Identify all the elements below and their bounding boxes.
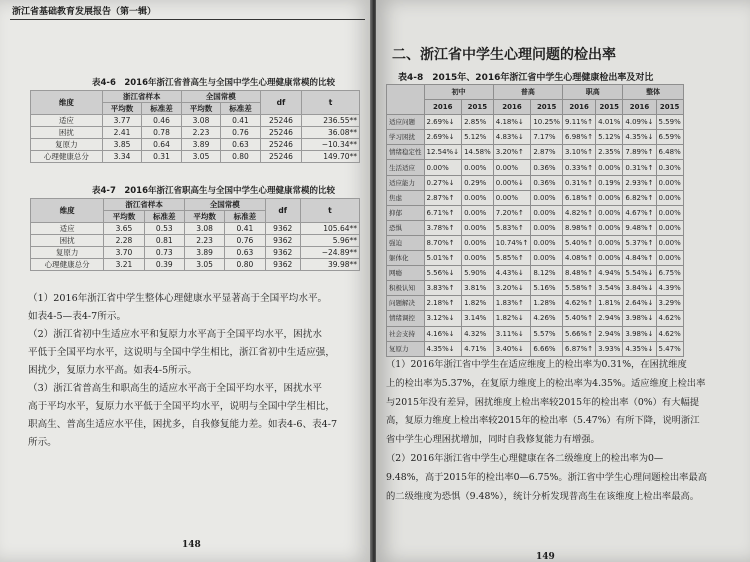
- table-cell: 3.10%↑: [563, 145, 596, 160]
- table-cell: 0.76: [221, 127, 260, 139]
- table-cell: 3.93%: [596, 341, 623, 356]
- year-header-row: [387, 100, 684, 115]
- table-cell: 1.28%: [531, 296, 563, 311]
- table-cell: 0.00%: [656, 220, 683, 235]
- table-row: [387, 220, 684, 235]
- table-4-7-body: [31, 223, 360, 271]
- row-label: 困扰: [31, 127, 103, 139]
- table-cell: 4.62%: [656, 326, 683, 341]
- table-cell: 8.98%↑: [563, 220, 596, 235]
- table-cell: 5.96**: [300, 235, 359, 247]
- table-cell: 0.41: [221, 115, 260, 127]
- table-cell: 2.85%: [462, 115, 494, 130]
- table-cell: 0.80: [225, 259, 265, 271]
- page-number: 148: [182, 540, 201, 550]
- running-header: 浙江省基础教育发展报告（第一辑）: [12, 7, 157, 17]
- row-label: 学习困扰: [387, 130, 425, 145]
- table-cell: 3.84%↓: [623, 281, 656, 296]
- table-row: [387, 205, 684, 220]
- row-label: 适应问题: [387, 115, 425, 130]
- table-cell: 2.87%: [531, 145, 563, 160]
- table-cell: 25246: [260, 127, 301, 139]
- paragraph-line: 高于平均水平，复原力水平低于全国平均水平，说明与全国中学生相比，: [28, 401, 335, 412]
- table-row: [31, 151, 360, 163]
- table-cell: 4.94%: [596, 266, 623, 281]
- table-cell: 5.12%: [462, 130, 494, 145]
- table-cell: 5.40%↑: [563, 311, 596, 326]
- row-label: 复原力: [31, 139, 103, 151]
- year-header: 2015: [462, 100, 494, 115]
- table-cell: 105.64**: [300, 223, 359, 235]
- table-cell: 3.83%↑: [424, 281, 462, 296]
- paragraph-line: 平低于全国平均水平，这说明与全国中学生相比，浙江省初中生适应强，: [28, 347, 335, 358]
- table-cell: 6.98%↑: [563, 130, 596, 145]
- table-4-7-caption: 表4-7 2016年浙江省职高生与全国中学生心理健康常模的比较: [92, 186, 336, 196]
- table-cell: 0.33%↑: [563, 160, 596, 175]
- table-cell: 0.00%: [462, 205, 494, 220]
- table-cell: 5.59%: [656, 115, 683, 130]
- table-cell: 4.09%↓: [623, 115, 656, 130]
- group-header: 整体: [623, 85, 683, 100]
- table-4-8-caption: 表4-8 2015年、2016年浙江省中学生心理健康检出率及对比: [398, 73, 654, 83]
- row-label: 积极认知: [387, 281, 425, 296]
- row-label: 情绪稳定性: [387, 145, 425, 160]
- table-cell: 3.34: [102, 151, 141, 163]
- table-cell: 0.00%: [462, 235, 494, 250]
- row-label: 心理健康总分: [31, 259, 104, 271]
- table-cell: 9362: [265, 247, 300, 259]
- table-cell: 4.62%: [656, 311, 683, 326]
- table-cell: 8.70%↑: [424, 235, 462, 250]
- paragraph-line: 如表4-5—表4-7所示。: [28, 311, 127, 322]
- table-cell: 4.35%↓: [623, 341, 656, 356]
- table-row: [31, 247, 360, 259]
- group-header: 初中: [424, 85, 493, 100]
- table-cell: 6.18%↑: [563, 190, 596, 205]
- table-cell: 2.69%↓: [424, 115, 462, 130]
- table-cell: 0.73: [144, 247, 184, 259]
- table-cell: 25246: [260, 115, 301, 127]
- year-header: 2016: [563, 100, 596, 115]
- table-cell: 7.20%↑: [493, 205, 531, 220]
- table-4-7: [30, 198, 360, 271]
- row-label: 恐惧: [387, 220, 425, 235]
- table-cell: 10.74%↑: [493, 235, 531, 250]
- year-header: 2016: [623, 100, 656, 115]
- table-cell: 3.77: [102, 115, 141, 127]
- table-cell: 9362: [265, 259, 300, 271]
- table-cell: 3.11%↓: [493, 326, 531, 341]
- table-cell: 10.25%: [531, 115, 563, 130]
- table-cell: 0.00%: [596, 251, 623, 266]
- table-row: [387, 296, 684, 311]
- table-cell: 0.81: [144, 235, 184, 247]
- header-rule: [10, 19, 365, 20]
- table-cell: 0.00%↓: [493, 175, 531, 190]
- row-label: 焦虑: [387, 190, 425, 205]
- corner-cell: [387, 85, 425, 115]
- table-cell: 25246: [260, 139, 301, 151]
- table-cell: 0.63: [221, 139, 260, 151]
- col-header-sd: 标准差: [225, 211, 265, 223]
- table-cell: 2.69%↓: [424, 130, 462, 145]
- table-cell: 4.67%↑: [623, 205, 656, 220]
- table-cell: 4.43%↓: [493, 266, 531, 281]
- table-cell: 0.64: [142, 139, 181, 151]
- table-cell: 2.41: [102, 127, 141, 139]
- table-cell: 3.05: [184, 259, 224, 271]
- table-cell: 1.83%↑: [493, 296, 531, 311]
- table-cell: 0.00%: [596, 205, 623, 220]
- table-cell: 3.20%↑: [493, 145, 531, 160]
- col-header-zj: 浙江省样本: [102, 91, 181, 103]
- table-cell: 0.00%: [656, 251, 683, 266]
- table-cell: 5.58%↑: [563, 281, 596, 296]
- table-cell: 3.98%↓: [623, 326, 656, 341]
- table-cell: 3.98%↓: [623, 311, 656, 326]
- col-header-zj: 浙江省样本: [104, 199, 185, 211]
- paragraph-line: 上的检出率为5.37%，在复原力维度上的检出率为4.35%。适应维度上检出率: [386, 377, 706, 389]
- table-cell: 3.78%↑: [424, 220, 462, 235]
- row-label: 困扰: [31, 235, 104, 247]
- table-4-6-body: [31, 115, 360, 163]
- table-cell: 4.32%: [462, 326, 494, 341]
- table-cell: 6.59%: [656, 130, 683, 145]
- table-row: [31, 127, 360, 139]
- table-cell: 1.82%↓: [493, 311, 531, 326]
- paragraph-line: 9.48%，高于2015年的检出率0—6.75%。浙江省中学生心理问题检出率最高: [386, 471, 708, 483]
- col-header-cn: 全国常模: [181, 91, 260, 103]
- table-cell: 0.53: [144, 223, 184, 235]
- paragraph-line: 困扰少，复原力水平高。如表4-5所示。: [28, 365, 197, 376]
- table-cell: 5.56%↓: [424, 266, 462, 281]
- col-header-cn: 全国常模: [184, 199, 265, 211]
- table-cell: 0.00%: [424, 160, 462, 175]
- table-cell: 2.23: [184, 235, 224, 247]
- table-cell: 0.00%: [531, 205, 563, 220]
- table-cell: 5.16%: [531, 281, 563, 296]
- paragraph-line: 所示。: [28, 437, 57, 448]
- table-cell: 0.00%: [656, 235, 683, 250]
- table-cell: 3.40%↓: [493, 341, 531, 356]
- col-header-df: df: [260, 91, 301, 115]
- table-cell: 5.47%: [656, 341, 683, 356]
- row-label: 适应: [31, 223, 104, 235]
- table-cell: 0.19%: [596, 175, 623, 190]
- row-label: 问题解决: [387, 296, 425, 311]
- table-cell: 39.98**: [300, 259, 359, 271]
- table-cell: 6.75%: [656, 266, 683, 281]
- table-cell: 0.39: [144, 259, 184, 271]
- table-cell: 5.40%↑: [563, 235, 596, 250]
- table-cell: 7.17%: [531, 130, 563, 145]
- table-row: [387, 190, 684, 205]
- table-cell: 6.82%↑: [623, 190, 656, 205]
- table-cell: 4.16%↓: [424, 326, 462, 341]
- table-4-8: [386, 84, 684, 357]
- section-title: 二、浙江省中学生心理问题的检出率: [392, 47, 616, 63]
- table-cell: 6.48%: [656, 145, 683, 160]
- table-row: [387, 160, 684, 175]
- table-row: [387, 311, 684, 326]
- table-cell: 0.00%: [596, 235, 623, 250]
- paragraph-line: 职高生、普高生适应水平佳，困扰多，自我修复能力差。如表4-6、表4-7: [28, 419, 338, 430]
- table-row: [387, 235, 684, 250]
- table-4-8-body: [387, 115, 684, 357]
- table-cell: 3.05: [181, 151, 220, 163]
- paragraph-line: （2）浙江省初中生适应水平和复原力水平高于全国平均水平，困扰水: [28, 329, 322, 340]
- table-cell: 9362: [265, 223, 300, 235]
- table-cell: 2.18%↑: [424, 296, 462, 311]
- paragraph-line: 与2015年没有差异，困扰维度上检出率较2015年的检出率（0%）有大幅提: [386, 396, 700, 408]
- table-cell: 36.08**: [302, 127, 360, 139]
- table-cell: 149.70**: [302, 151, 360, 163]
- paragraph-line: 高，复原力维度上检出率较2015年的检出率（5.47%）有所下降，说明浙江: [386, 415, 700, 427]
- table-cell: 3.14%: [462, 311, 494, 326]
- table-cell: 0.78: [142, 127, 181, 139]
- row-label: 躯体化: [387, 251, 425, 266]
- table-cell: 8.12%: [531, 266, 563, 281]
- table-4-6-caption: 表4-6 2016年浙江省普高生与全国中学生心理健康常模的比较: [92, 78, 336, 88]
- table-row: [387, 175, 684, 190]
- table-cell: 3.29%: [656, 296, 683, 311]
- table-cell: 0.31: [142, 151, 181, 163]
- col-header-dim: 维度: [31, 199, 104, 223]
- table-row: [31, 235, 360, 247]
- table-cell: 4.26%: [531, 311, 563, 326]
- table-row: [387, 115, 684, 130]
- table-cell: 4.08%↑: [563, 251, 596, 266]
- table-cell: 3.21: [104, 259, 144, 271]
- table-cell: 5.85%↑: [493, 251, 531, 266]
- group-header: 职高: [563, 85, 623, 100]
- col-header-df: df: [265, 199, 300, 223]
- table-cell: 0.00%: [596, 220, 623, 235]
- table-cell: 3.08: [181, 115, 220, 127]
- table-cell: 4.83%↓: [493, 130, 531, 145]
- table-cell: 0.80: [221, 151, 260, 163]
- table-cell: 4.35%↓: [623, 130, 656, 145]
- year-header: 2016: [424, 100, 462, 115]
- table-cell: 4.39%: [656, 281, 683, 296]
- table-cell: 14.58%: [462, 145, 494, 160]
- table-row: [387, 130, 684, 145]
- table-cell: 5.57%: [531, 326, 563, 341]
- table-cell: 9362: [265, 235, 300, 247]
- row-label: 抑郁: [387, 205, 425, 220]
- table-cell: 3.20%↓: [493, 281, 531, 296]
- table-cell: 0.00%: [531, 251, 563, 266]
- group-header: 普高: [493, 85, 562, 100]
- col-header-t: t: [300, 199, 359, 223]
- table-cell: 4.35%↓: [424, 341, 462, 356]
- table-cell: 0.00%: [493, 160, 531, 175]
- row-label: 生活适应: [387, 160, 425, 175]
- table-cell: 6.87%↑: [563, 341, 596, 356]
- year-header: 2015: [596, 100, 623, 115]
- right-body-text: [386, 356, 748, 506]
- table-cell: 2.28: [104, 235, 144, 247]
- left-page: [0, 0, 372, 562]
- col-header-mean: 平均数: [181, 103, 220, 115]
- table-row: [387, 145, 684, 160]
- table-row: [31, 223, 360, 235]
- col-header-sd: 标准差: [142, 103, 181, 115]
- table-cell: 0.30%: [656, 160, 683, 175]
- table-cell: 0.36%: [531, 160, 563, 175]
- row-label: 适应能力: [387, 175, 425, 190]
- table-cell: 0.31%↑: [623, 160, 656, 175]
- table-cell: 3.12%↓: [424, 311, 462, 326]
- table-cell: 2.64%↓: [623, 296, 656, 311]
- table-cell: 0.46: [142, 115, 181, 127]
- table-cell: 2.35%: [596, 145, 623, 160]
- table-cell: 3.70: [104, 247, 144, 259]
- col-header-mean: 平均数: [102, 103, 141, 115]
- table-cell: 4.84%↑: [623, 251, 656, 266]
- table-row: [31, 115, 360, 127]
- table-cell: 3.85: [102, 139, 141, 151]
- paragraph-line: （1）2016年浙江省中学生在适应维度上的检出率为0.31%，在困扰维度: [386, 359, 687, 370]
- table-cell: 0.76: [225, 235, 265, 247]
- col-header-t: t: [302, 91, 360, 115]
- table-row: [387, 326, 684, 341]
- table-cell: 6.71%↑: [424, 205, 462, 220]
- table-row: [387, 266, 684, 281]
- paragraph-line: （3）浙江省普高生和职高生的适应水平高于全国平均水平，困扰水平: [28, 383, 322, 394]
- table-cell: 5.66%↑: [563, 326, 596, 341]
- table-cell: 0.00%: [656, 190, 683, 205]
- table-cell: 0.00%: [596, 160, 623, 175]
- table-row: [31, 259, 360, 271]
- table-cell: 0.27%↓: [424, 175, 462, 190]
- year-header: 2015: [531, 100, 563, 115]
- row-label: 社会支持: [387, 326, 425, 341]
- table-row: [387, 341, 684, 356]
- table-cell: −24.89**: [300, 247, 359, 259]
- col-header-mean: 平均数: [184, 211, 224, 223]
- table-cell: 0.31%↑: [563, 175, 596, 190]
- row-label: 网瘾: [387, 266, 425, 281]
- table-cell: 0.00%: [462, 251, 494, 266]
- table-row: [387, 251, 684, 266]
- year-header: 2015: [656, 100, 683, 115]
- table-cell: 0.29%: [462, 175, 494, 190]
- table-cell: 0.00%: [531, 220, 563, 235]
- table-cell: 2.93%↑: [623, 175, 656, 190]
- table-cell: 0.63: [225, 247, 265, 259]
- table-cell: 0.00%: [462, 190, 494, 205]
- table-cell: 0.00%: [596, 190, 623, 205]
- table-cell: 1.81%: [596, 296, 623, 311]
- right-page: [376, 0, 750, 562]
- table-cell: 0.00%: [531, 190, 563, 205]
- table-cell: 4.01%: [596, 115, 623, 130]
- table-cell: 25246: [260, 151, 301, 163]
- col-header-mean: 平均数: [104, 211, 144, 223]
- row-label: 强迫: [387, 235, 425, 250]
- table-cell: 5.12%: [596, 130, 623, 145]
- table-cell: 4.18%↓: [493, 115, 531, 130]
- table-row: [31, 139, 360, 151]
- paragraph-line: （2）2016年浙江省中学生心理健康在各二级维度上的检出率为0—: [386, 452, 664, 464]
- col-header-sd: 标准差: [144, 211, 184, 223]
- table-cell: 5.83%↑: [493, 220, 531, 235]
- left-body-text: [28, 290, 368, 452]
- table-cell: 2.87%↑: [424, 190, 462, 205]
- table-cell: 2.94%: [596, 326, 623, 341]
- page-number: 149: [536, 552, 555, 562]
- table-cell: 9.48%↑: [623, 220, 656, 235]
- year-header: 2016: [493, 100, 531, 115]
- table-cell: 5.54%↓: [623, 266, 656, 281]
- table-cell: 2.94%: [596, 311, 623, 326]
- table-cell: 0.41: [225, 223, 265, 235]
- table-cell: 236.55**: [302, 115, 360, 127]
- paragraph-line: 省中学生心理困扰增加，同时自我修复能力有增强。: [386, 434, 600, 446]
- table-cell: 1.82%: [462, 296, 494, 311]
- table-cell: 5.90%: [462, 266, 494, 281]
- col-header-sd: 标准差: [221, 103, 260, 115]
- table-cell: 0.00%: [462, 160, 494, 175]
- col-header-dim: 维度: [31, 91, 103, 115]
- table-4-6: [30, 90, 360, 163]
- table-row: [387, 281, 684, 296]
- table-cell: 7.89%↑: [623, 145, 656, 160]
- table-cell: 4.71%: [462, 341, 494, 356]
- row-label: 情绪调控: [387, 311, 425, 326]
- table-cell: 12.54%↓: [424, 145, 462, 160]
- table-cell: 9.11%↑: [563, 115, 596, 130]
- table-cell: 0.00%: [531, 235, 563, 250]
- table-cell: 3.08: [184, 223, 224, 235]
- table-cell: 0.00%: [462, 220, 494, 235]
- paragraph-line: （1）2016年浙江省中学生整体心理健康水平显著高于全国平均水平。: [28, 293, 328, 304]
- table-cell: 4.82%↑: [563, 205, 596, 220]
- table-cell: 3.81%: [462, 281, 494, 296]
- table-cell: 2.23: [181, 127, 220, 139]
- table-cell: 0.00%: [493, 190, 531, 205]
- row-label: 心理健康总分: [31, 151, 103, 163]
- table-cell: −10.34**: [302, 139, 360, 151]
- row-label: 复原力: [387, 341, 425, 356]
- paragraph-line: 的二级维度为恐惧（9.48%），统计分析发现普高生在该维度上检出率最高。: [386, 490, 700, 502]
- row-label: 复原力: [31, 247, 104, 259]
- table-cell: 3.89: [184, 247, 224, 259]
- row-label: 适应: [31, 115, 103, 127]
- table-cell: 0.36%: [531, 175, 563, 190]
- table-cell: 3.89: [181, 139, 220, 151]
- table-cell: 3.54%: [596, 281, 623, 296]
- table-cell: 4.62%↑: [563, 296, 596, 311]
- table-cell: 6.66%: [531, 341, 563, 356]
- group-header-row: [387, 85, 684, 100]
- table-cell: 0.00%: [656, 175, 683, 190]
- table-cell: 5.01%↑: [424, 251, 462, 266]
- table-cell: 0.00%: [656, 205, 683, 220]
- table-cell: 5.37%↑: [623, 235, 656, 250]
- table-cell: 3.65: [104, 223, 144, 235]
- table-cell: 8.48%↑: [563, 266, 596, 281]
